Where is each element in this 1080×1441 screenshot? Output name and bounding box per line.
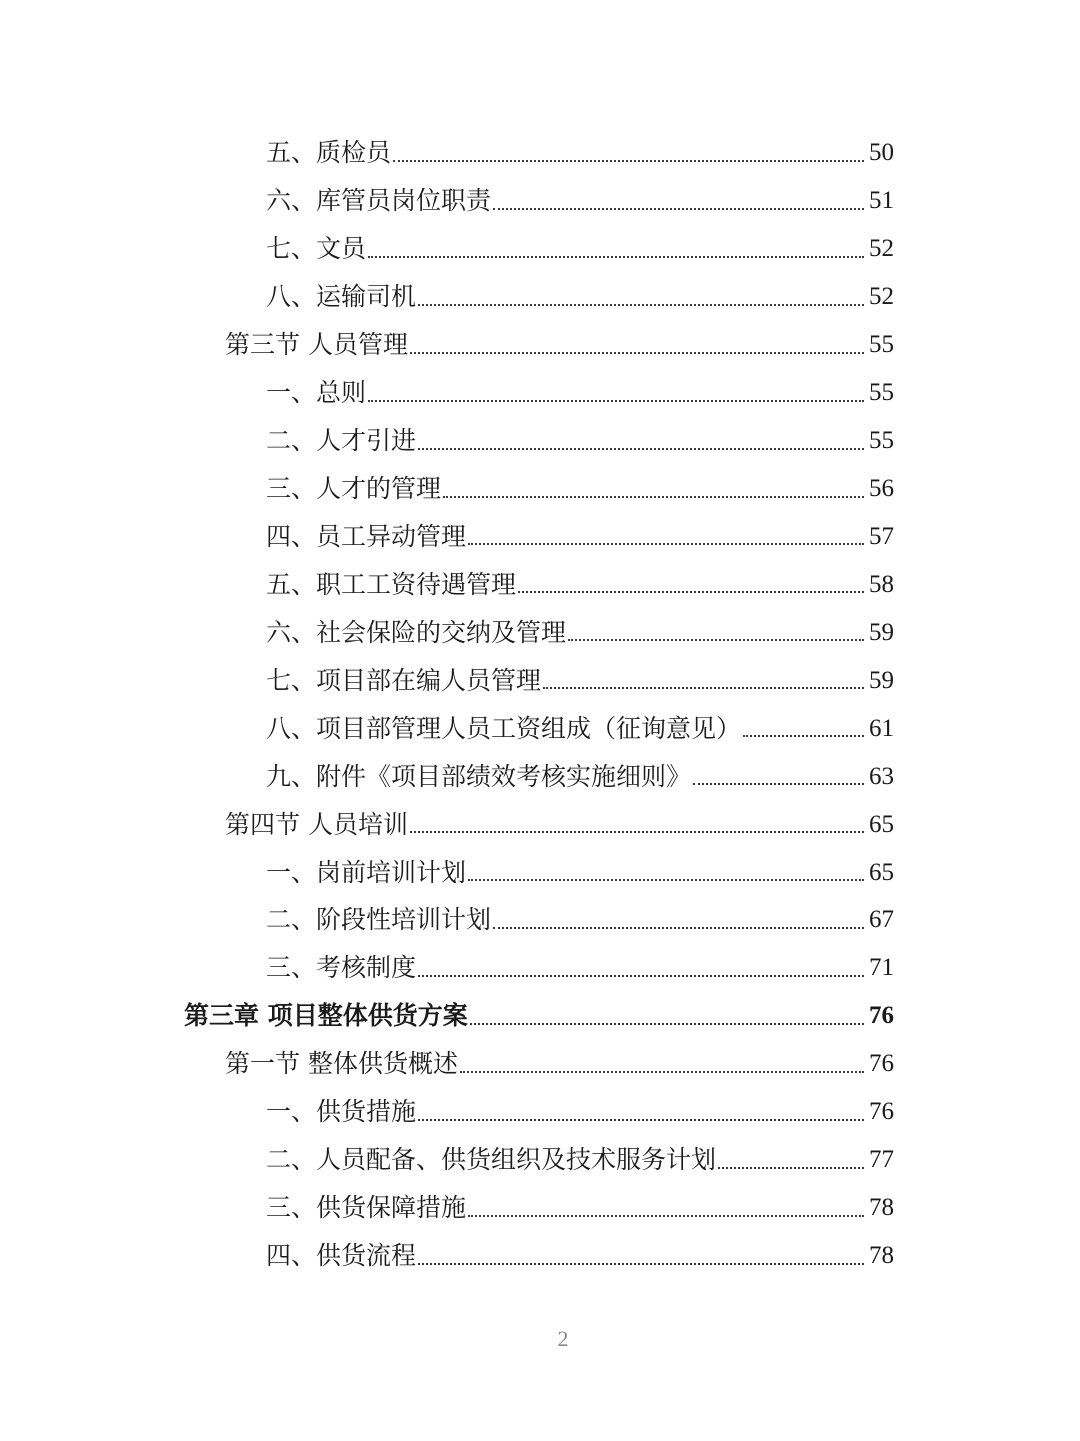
toc-entry-title: 第三节 人员管理 [225,330,408,360]
toc-entry-page: 56 [869,475,894,503]
dot-leader [493,208,864,210]
toc-entry-page: 65 [869,810,894,838]
toc-entry-page: 67 [869,906,894,934]
dot-leader [460,1071,864,1073]
toc-entry-title: 第一节 整体供货概述 [225,1049,458,1079]
toc-entry-title: 二、阶段性培训计划 [266,905,492,935]
toc-entry[interactable] [0,129,1080,177]
toc-entry[interactable] [0,752,1080,800]
toc-entry-page: 59 [869,666,894,694]
toc-entry-title: 八、运输司机 [266,282,417,312]
dot-leader [468,1215,864,1217]
toc-entry-title: 三、供货保障措施 [266,1193,467,1223]
toc-entry-title: 五、职工工资待遇管理 [266,569,517,599]
toc-entry-title: 五、质检员 [266,138,392,168]
toc-entry[interactable] [0,608,1080,656]
toc-entry-page: 55 [869,379,894,407]
dot-leader [470,1023,864,1025]
toc-entry[interactable] [0,177,1080,225]
dot-leader [718,1167,864,1169]
toc-entry[interactable] [0,896,1080,944]
toc-entry-page: 78 [869,1194,894,1222]
toc-entry[interactable] [0,560,1080,608]
dot-leader [568,639,864,641]
dot-leader [443,496,864,498]
toc-section-entry[interactable] [0,1040,1080,1088]
toc-entry-page: 77 [869,1146,894,1174]
toc-entry[interactable] [0,225,1080,273]
toc-entry-page: 71 [869,954,894,982]
toc-entry[interactable] [0,417,1080,465]
toc-entry-title: 二、人员配备、供货组织及技术服务计划 [266,1145,717,1175]
dot-leader [410,352,864,354]
toc-entry-page: 51 [869,187,894,215]
toc-entry-title: 第四节 人员培训 [225,809,408,839]
toc-entry-title: 九、附件《项目部绩效考核实施细则》 [266,761,692,791]
toc-entry-page: 52 [869,235,894,263]
toc-section-entry[interactable] [0,321,1080,369]
dot-leader [693,783,864,785]
dot-leader [418,448,864,450]
dot-leader [368,256,864,258]
dot-leader [518,591,864,593]
dot-leader [368,400,864,402]
dot-leader [468,543,864,545]
dot-leader [543,687,864,689]
toc-entry[interactable] [0,656,1080,704]
toc-entry-title: 六、库管员岗位职责 [266,186,492,216]
toc-entry-page: 55 [869,427,894,455]
toc-entry-title: 四、员工异动管理 [266,521,467,551]
toc-entry-title: 一、岗前培训计划 [266,857,467,887]
toc-entry-page: 76 [869,1002,894,1030]
toc-entry-page: 58 [869,570,894,598]
toc-entry-page: 59 [869,618,894,646]
toc-entry-page: 61 [869,714,894,742]
toc-entry-title: 四、供货流程 [266,1241,417,1271]
toc-entry-page: 50 [869,139,894,167]
toc-entry-title: 第三章 项目整体供货方案 [184,1001,468,1031]
toc-entry-title: 七、项目部在编人员管理 [266,665,542,695]
toc-entry-title: 六、社会保险的交纳及管理 [266,617,567,647]
toc-entry-page: 76 [869,1098,894,1126]
toc-entry-title: 一、供货措施 [266,1097,417,1127]
dot-leader [493,927,864,929]
toc-entry-title: 三、人才的管理 [266,474,442,504]
toc-entry[interactable] [0,704,1080,752]
dot-leader [468,879,864,881]
toc-entry[interactable] [0,1184,1080,1232]
toc-entry-page: 52 [869,283,894,311]
toc-entry[interactable] [0,465,1080,513]
toc-entry[interactable] [0,944,1080,992]
dot-leader [418,304,864,306]
toc-entry-page: 55 [869,331,894,359]
toc-entry-title: 八、项目部管理人员工资组成（征询意见） [266,713,742,743]
toc-entry-page: 78 [869,1242,894,1270]
toc-entry-title: 二、人才引进 [266,426,417,456]
toc-entry[interactable] [0,1136,1080,1184]
dot-leader [418,1263,864,1265]
toc-entry-page: 76 [869,1050,894,1078]
toc-entry[interactable] [0,369,1080,417]
dot-leader [418,1119,864,1121]
toc-entry[interactable] [0,848,1080,896]
toc-entry[interactable] [0,273,1080,321]
dot-leader [743,735,864,737]
toc-entry[interactable] [0,1232,1080,1280]
toc-entry-title: 一、总则 [266,378,367,408]
toc-entry[interactable] [0,1088,1080,1136]
toc-chapter-entry[interactable] [0,992,1080,1040]
toc-entry-title: 三、考核制度 [266,953,417,983]
toc-entry[interactable] [0,513,1080,561]
page-number: 2 [557,1326,569,1351]
toc-section-entry[interactable] [0,800,1080,848]
toc-entry-page: 63 [869,762,894,790]
toc-entry-page: 65 [869,858,894,886]
dot-leader [418,975,864,977]
table-of-contents [0,129,1080,1280]
toc-entry-title: 七、文员 [266,234,367,264]
toc-entry-page: 57 [869,522,894,550]
dot-leader [393,160,864,162]
dot-leader [410,831,864,833]
